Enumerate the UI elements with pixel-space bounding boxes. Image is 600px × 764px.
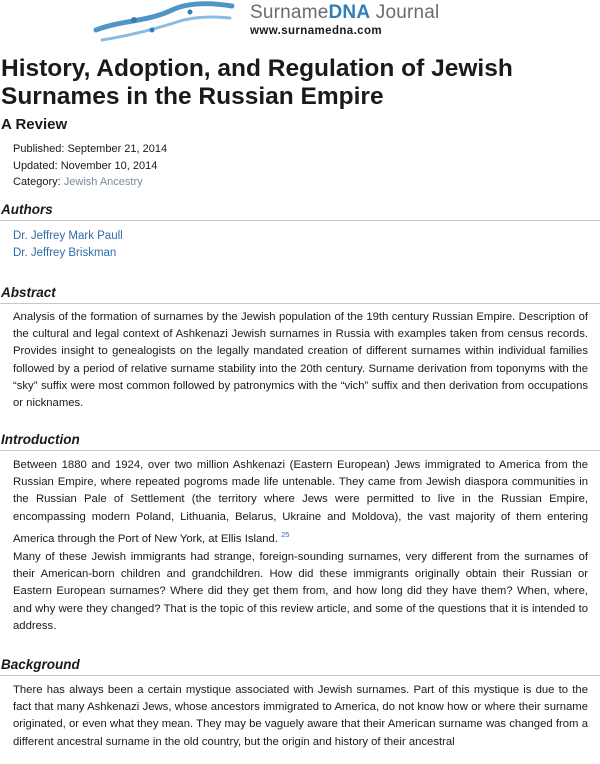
category-line: Category: Jewish Ancestry <box>13 176 143 188</box>
journal-url[interactable]: www.surnamedna.com <box>250 25 383 37</box>
journal-name: SurnameDNA Journal <box>250 2 440 23</box>
published-line: Published: September 21, 2014 <box>13 143 168 155</box>
updated-line: Updated: November 10, 2014 <box>13 159 158 172</box>
authors-heading: Authors <box>1 202 53 217</box>
article-title: History, Adoption, and Regulation of Jewish Surnames in the Russian Empire <box>1 55 513 110</box>
background-paragraph-1: There has always been a certain mystique associated with Jewish surnames. Part of this mystique is due to the fact that many Ashkenazi Jews, whose ancestors immigrated to America, do not know how or where their surname originated, or even what they mean. They may be vaguely aware that their American surname was changed from a different ancestral surname in the old country, but the origin and history of their ancestral <box>13 684 588 748</box>
dna-logo-icon <box>92 0 242 46</box>
background-divider <box>0 675 600 676</box>
article-subtitle: A Review <box>1 116 68 133</box>
background-heading: Background <box>1 657 80 672</box>
published-date: September 21, 2014 <box>67 143 168 155</box>
article-meta <box>13 141 167 191</box>
author-link[interactable]: Dr. Jeffrey Briskman <box>13 247 117 259</box>
introduction-divider <box>0 450 600 451</box>
introduction-heading: Introduction <box>1 432 80 447</box>
updated-date: November 10, 2014 <box>60 159 158 172</box>
journal-header <box>0 0 600 50</box>
abstract-heading: Abstract <box>1 285 56 300</box>
author-link[interactable]: Dr. Jeffrey Mark Paull <box>13 230 123 242</box>
abstract-text: Analysis of the formation of surnames by the Jewish population of the 19th century Russian Empire. Description of the cultural and legal context of Ashkenazi Jewish surnames in Russia with examples taken from census records. Provides insight to genealogists on the legally mandated creation of different surnames within individual families followed by a period of relative surname stability into the 20th century. Surname derivation from toponyms with the “sky” suffix were most common followed by patronymics with the “vich” suffix and then derivation from occupations or nicknames. <box>13 311 588 410</box>
authors-divider <box>0 220 600 221</box>
introduction-paragraph-2: Many of these Jewish immigrants had strange, foreign-sounding surnames, very different from the surnames of their American-born children and grandchildren. How did these immigrants originally obtain their Russian or Eastern European surnames? Where did they get them from, and how long did they have them? When, where, and why were they changed? That is the topic of this review article, and some of the questions that it is intended to address. <box>13 551 588 632</box>
authors-list <box>13 228 123 262</box>
introduction-paragraph-1: Between 1880 and 1924, over two million Ashkenazi (Eastern European) Jews immigrated to America from the Russian Empire, where repeated pogroms made life untenable. They came from Jewish diaspora communities in the Russian Pale of Settlement (the territory where Jews were permitted to live in the Russian Empire, encompassing modern Poland, Lithuania, Belarus, Ukraine and Moldova), the vast majority of them entering America through the Port of New York, at Ellis Island. $^{25}$ <box>13 459 588 545</box>
abstract-divider <box>0 303 600 304</box>
category-link[interactable]: Jewish Ancestry <box>63 176 143 188</box>
reference-link[interactable]: 25 <box>281 529 290 539</box>
